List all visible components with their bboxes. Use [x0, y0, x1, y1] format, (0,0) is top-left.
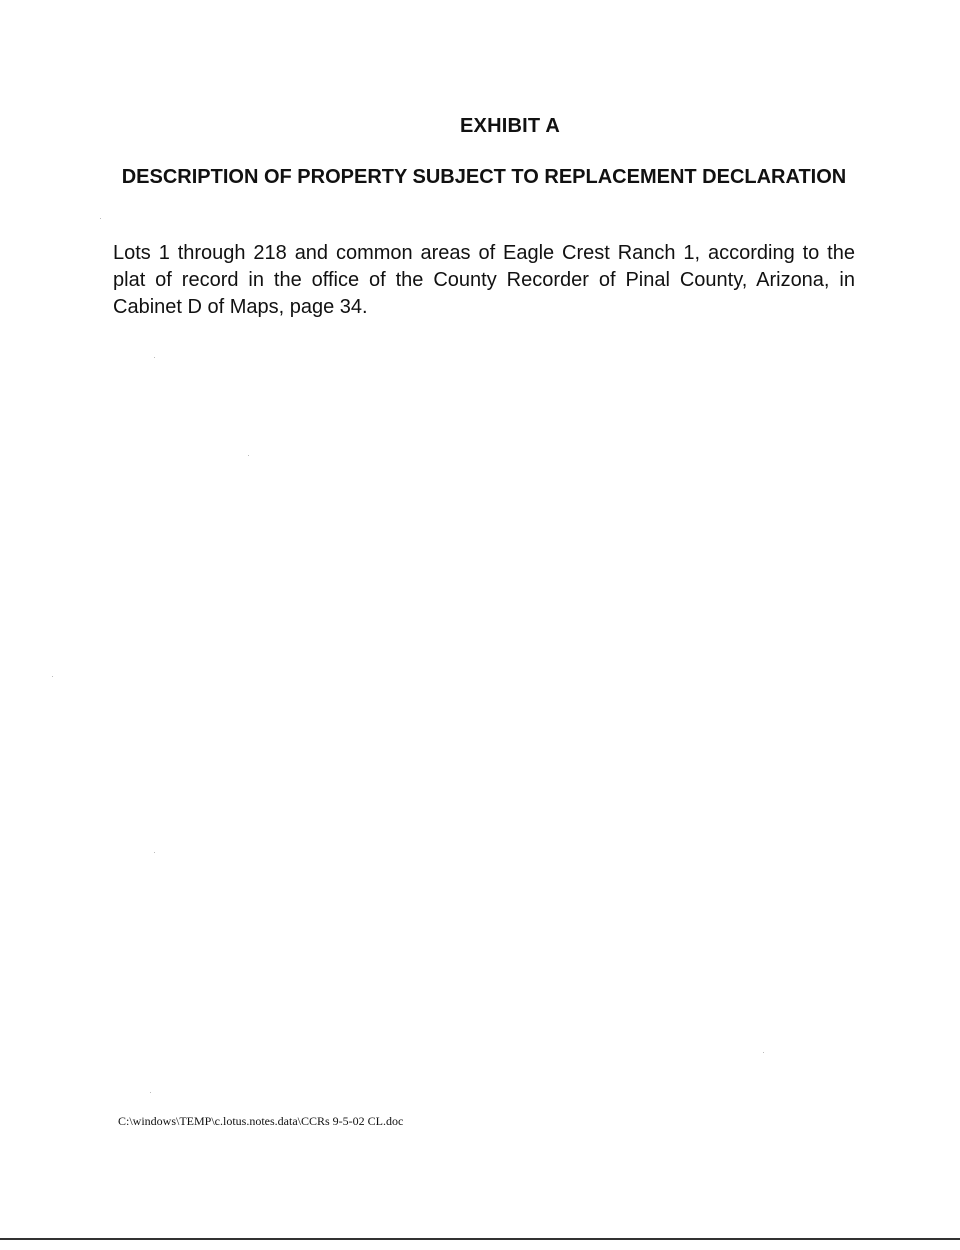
scan-speck — [154, 357, 155, 358]
exhibit-title: EXHIBIT A — [460, 115, 560, 137]
scan-speck — [248, 455, 249, 456]
scan-speck — [100, 218, 101, 219]
scan-speck — [52, 676, 53, 677]
document-heading: DESCRIPTION OF PROPERTY SUBJECT TO REPLACEMENT DECLARATION — [121, 166, 847, 188]
page-bottom-rule — [0, 1238, 960, 1240]
scan-speck — [150, 1092, 151, 1093]
scan-speck — [154, 852, 155, 853]
footer-file-path: C:\windows\TEMP\c.lotus.notes.data\CCRs 9-5-02 CL.doc — [118, 1114, 404, 1128]
property-description: Lots 1 through 218 and common areas of Eagle Crest Ranch 1, according to the plat of record in the office of the County Recorder of Pinal County, Arizona, in Cabinet D of Maps, page 34. — [113, 242, 855, 318]
scan-speck — [763, 1052, 764, 1053]
